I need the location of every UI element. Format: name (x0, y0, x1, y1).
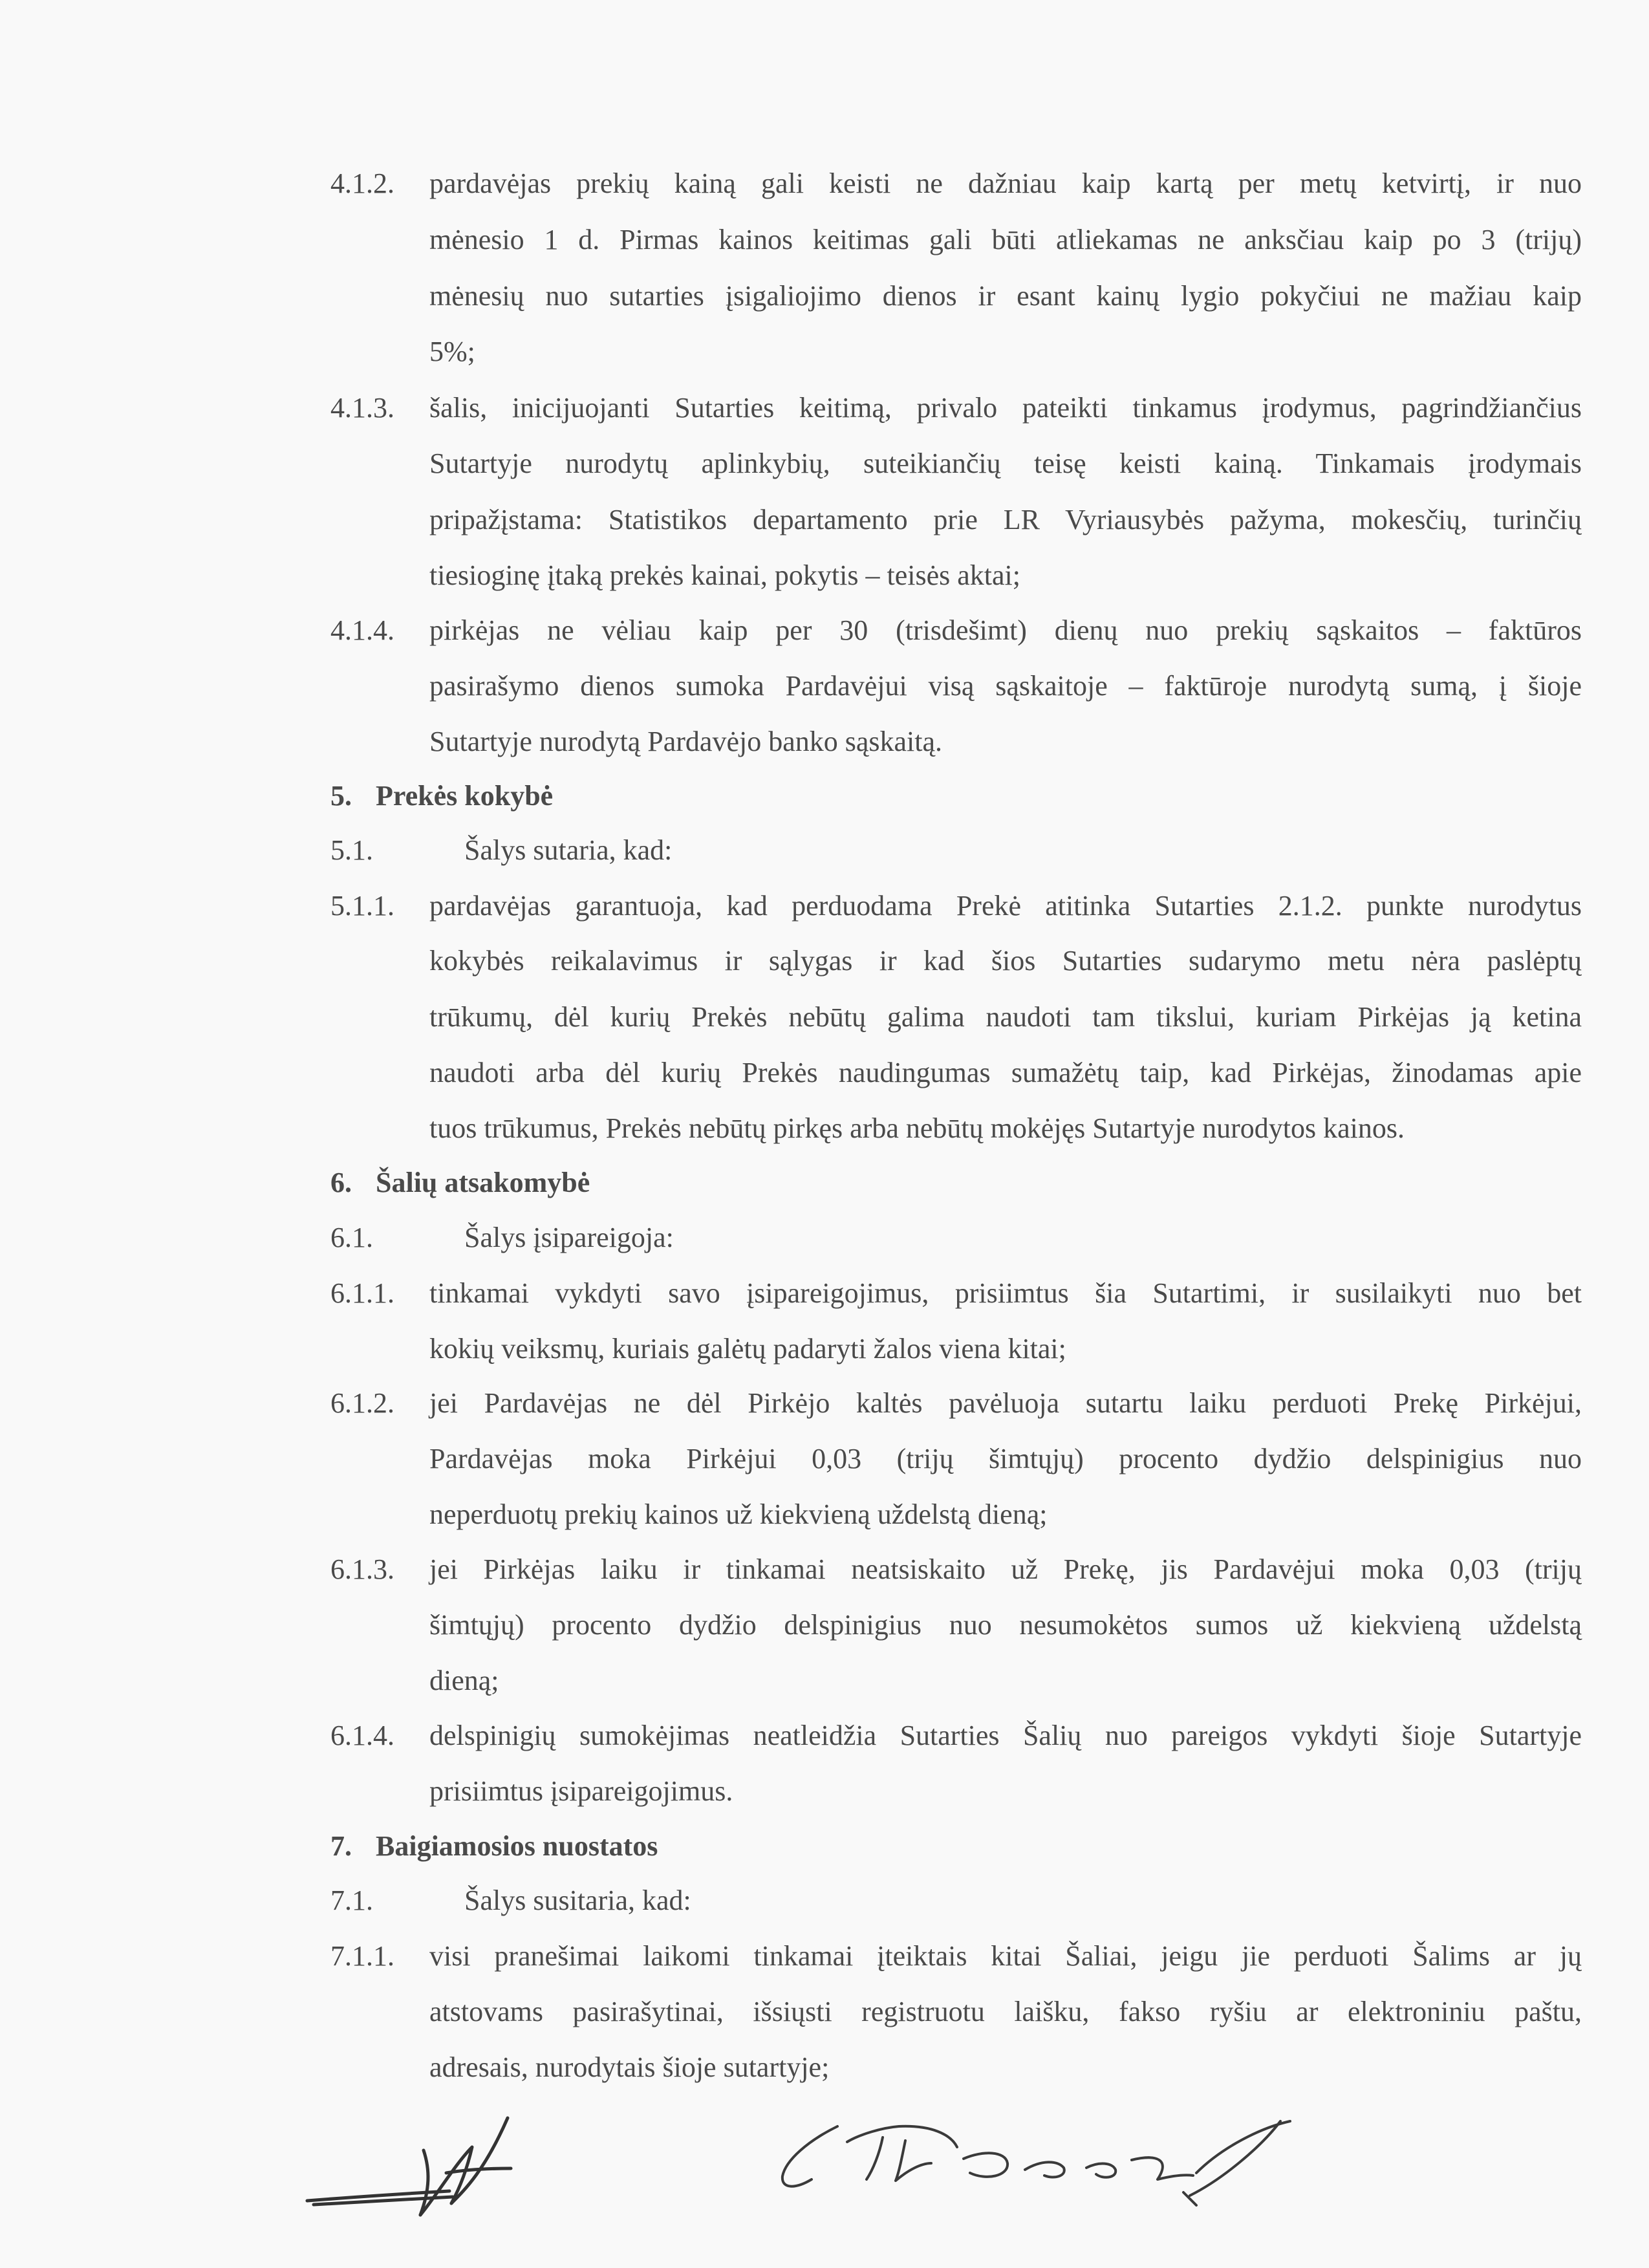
paragraph-line: neperduotų prekių kainos už kiekvieną uždelstą dieną; (429, 1498, 1048, 1530)
paragraph-line: Pardavėjas moka Pirkėjui 0,03 (trijų šimtųjų) procento dydžio delspinigius nuo (429, 1443, 1582, 1474)
paragraph-line: pardavėjas prekių kainą gali keisti ne dažniau kaip kartą per metų ketvirtį, ir nuo (429, 167, 1582, 199)
paragraph-line: pirkėjas ne vėliau kaip per 30 (trisdešimt) dienų nuo prekių sąskaitos – faktūros (429, 614, 1582, 646)
section-heading (330, 1827, 658, 1866)
paragraph-line: kokių veiksmų, kuriais galėtų padaryti žalos viena kitai; (429, 1333, 1066, 1365)
paragraph-line: Sutartyje nurodytų aplinkybių, suteikiančių teisę keisti kainą. Tinkamais įrodymais (429, 448, 1582, 479)
section-number: 6. (330, 1167, 352, 1198)
section-title: Šalių atsakomybė (376, 1167, 590, 1198)
signature-right (770, 2108, 1313, 2231)
item-number: 6.1. (330, 1222, 373, 1253)
paragraph-line: tuos trūkumus, Prekės nebūtų pirkęs arba nebūtų mokėjęs Sutartyje nurodytos kainos. (429, 1112, 1405, 1144)
clause-text: Šalys įsipareigoja: (464, 1222, 674, 1253)
section-heading (330, 1163, 590, 1202)
paragraph-line: naudoti arba dėl kurių Prekės naudingumas sumažėtų taip, kad Pirkėjas, žinodamas apie (429, 1057, 1582, 1088)
paragraph-line: tinkamai vykdyti savo įsipareigojimus, prisiimtus šia Sutartimi, ir susilaikyti nuo bet (429, 1277, 1582, 1309)
item-number: 6.1.4. (330, 1720, 394, 1751)
section-title: Baigiamosios nuostatos (376, 1830, 658, 1862)
paragraph-line: prisiimtus įsipareigojimus. (429, 1775, 733, 1807)
signature-left (297, 2105, 569, 2234)
paragraph-line: pasirašymo dienos sumoka Pardavėjui visą sąskaitoje – faktūroje nurodytą sumą, į šioje (429, 670, 1582, 702)
item-number: 6.1.1. (330, 1277, 394, 1309)
section-heading (330, 777, 553, 815)
paragraph-line: jei Pardavėjas ne dėl Pirkėjo kaltės pavėluoja sutartu laiku perduoti Prekę Pirkėjui, (429, 1387, 1582, 1419)
clause-text: Šalys sutaria, kad: (464, 834, 673, 866)
item-number: 6.1.3. (330, 1553, 394, 1585)
paragraph-line: adresais, nurodytais šioje sutartyje; (429, 2051, 830, 2083)
item-number: 5.1. (330, 834, 373, 866)
paragraph-line: šimtųjų) procento dydžio delspinigius nuo nesumokėtos sumos už kiekvieną uždelstą (429, 1609, 1582, 1641)
section-number: 5. (330, 780, 352, 812)
item-number: 7.1. (330, 1885, 373, 1916)
paragraph-line: Sutartyje nurodytą Pardavėjo banko sąskaitą. (429, 726, 943, 757)
paragraph-line: pardavėjas garantuoja, kad perduodama Prekė atitinka Sutarties 2.1.2. punkte nurodytus (429, 890, 1582, 922)
section-number: 7. (330, 1830, 352, 1862)
item-number: 6.1.2. (330, 1387, 394, 1419)
paragraph-line: šalis, inicijuojanti Sutarties keitimą, privalo pateikti tinkamus įrodymus, pagrindžiančius (429, 392, 1582, 424)
paragraph-line: visi pranešimai laikomi tinkamai įteiktais kitai Šaliai, jeigu jie perduoti Šalims ar jų (429, 1940, 1582, 1972)
paragraph-line: atstovams pasirašytinai, išsiųsti registruotu laišku, fakso ryšiu ar elektroniniu paštu, (429, 1996, 1582, 2027)
paragraph-line: pripažįstama: Statistikos departamento prie LR Vyriausybės pažyma, mokesčių, turinčių (429, 504, 1582, 535)
paragraph-line: delspinigių sumokėjimas neatleidžia Sutarties Šalių nuo pareigos vykdyti šioje Sutartyje (429, 1720, 1582, 1751)
section-title: Prekės kokybė (376, 780, 554, 812)
paragraph-line: dieną; (429, 1665, 499, 1696)
paragraph-line: 5%; (429, 336, 475, 367)
paragraph-line: trūkumų, dėl kurių Prekės nebūtų galima naudoti tam tikslui, kuriam Pirkėjas ją ketina (429, 1001, 1582, 1033)
paragraph-line: mėnesių nuo sutarties įsigaliojimo dienos ir esant kainų lygio pokyčiui ne mažiau kaip (429, 280, 1582, 312)
item-number: 5.1.1. (330, 890, 394, 922)
item-number: 7.1.1. (330, 1940, 394, 1972)
paragraph-line: mėnesio 1 d. Pirmas kainos keitimas gali būti atliekamas ne anksčiau kaip po 3 (trijų) (429, 224, 1582, 255)
item-number: 4.1.3. (330, 392, 394, 424)
item-number: 4.1.2. (330, 167, 394, 199)
clause-text: Šalys susitaria, kad: (464, 1885, 691, 1916)
paragraph-line: tiesioginę įtaką prekės kainai, pokytis – teisės aktai; (429, 559, 1020, 591)
paragraph-line: kokybės reikalavimus ir sąlygas ir kad šios Sutarties sudarymo metu nėra paslėptų (429, 945, 1582, 977)
paragraph-line: jei Pirkėjas laiku ir tinkamai neatsiskaito už Prekę, jis Pardavėjui moka 0,03 (trijų (429, 1553, 1582, 1585)
item-number: 4.1.4. (330, 614, 394, 646)
